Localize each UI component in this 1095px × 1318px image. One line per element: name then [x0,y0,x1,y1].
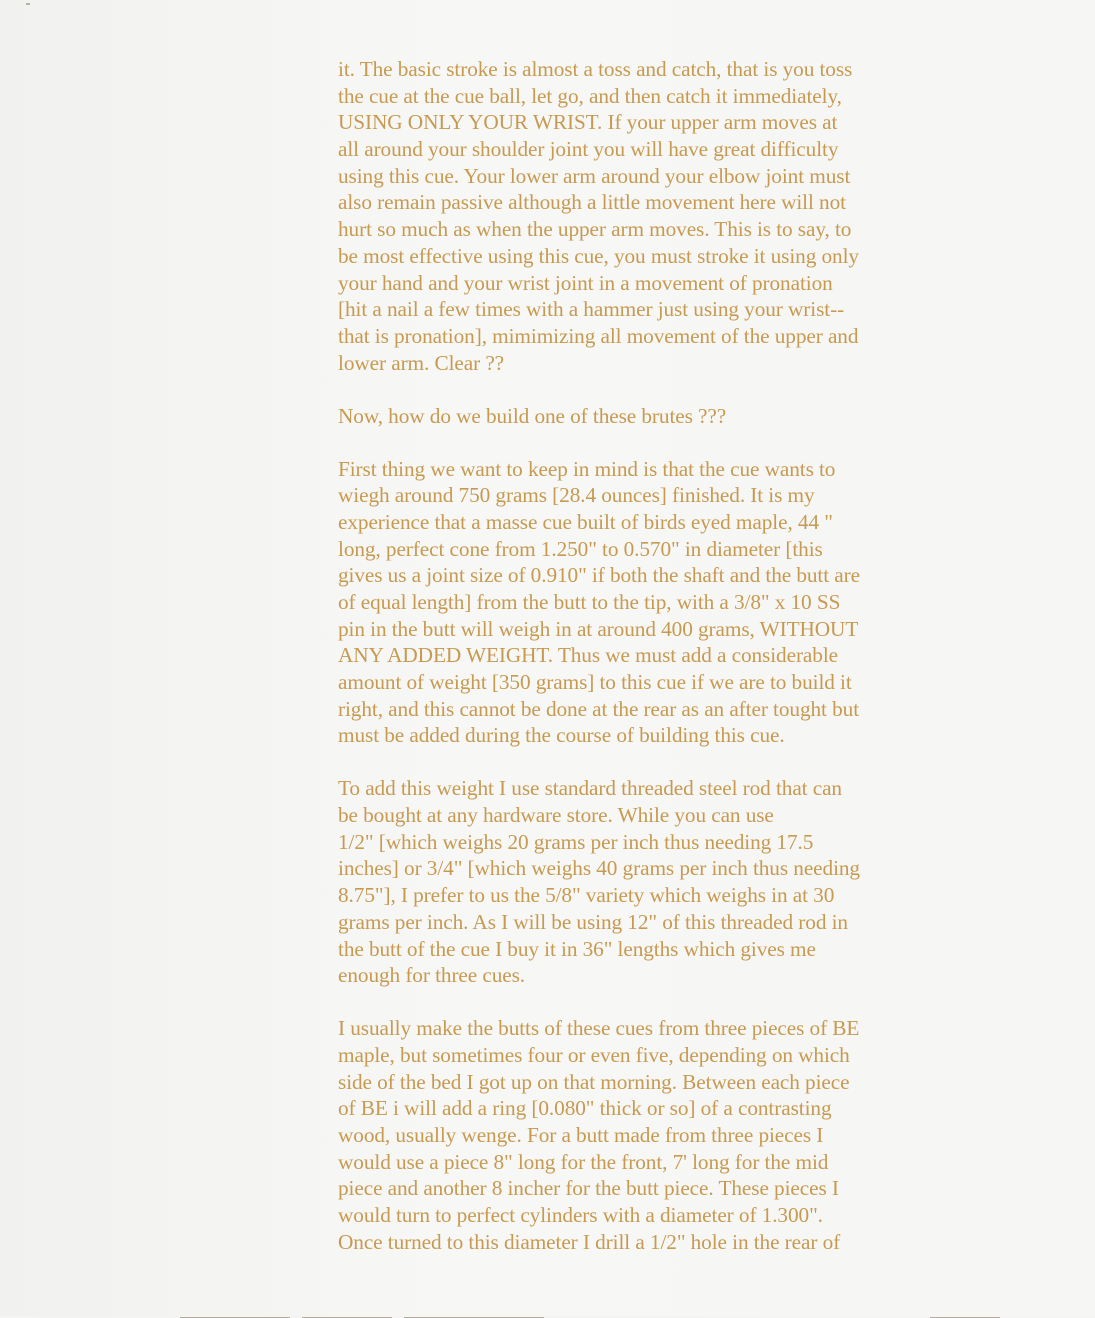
text-line: also remain passive although a little movement here will not [338,190,846,215]
document-body [338,56,942,1255]
paragraph-gap [338,989,942,1015]
text-line: First thing we want to keep in mind is that the cue wants to [338,456,836,481]
text-line: that is pronation], mimimizing all movement of the upper and [338,323,859,348]
text-line: wiegh around 750 grams [28.4 ounces] finished. It is my [338,483,815,508]
text-line: Now, how do we build one of these brutes ??? [338,403,727,428]
text-line: using this cue. Your lower arm around your elbow joint must [338,163,851,188]
text-line: wood, usually wenge. For a butt made from three pieces I [338,1122,824,1147]
text-line: right, and this cannot be done at the rear as an after tought but [338,696,860,721]
text-line: ANY ADDED WEIGHT. Thus we must add a considerable [338,643,839,668]
text-line: Once turned to this diameter I drill a 1/2" hole in the rear of [338,1229,841,1254]
paragraph-question [338,403,942,430]
paragraph-gap [338,749,942,775]
cut-off-footer-right [930,1306,1010,1318]
text-line: maple, but sometimes four or even five, depending on which [338,1042,850,1067]
text-line: gives us a joint size of 0.910" if both the shaft and the butt are [338,563,860,588]
paragraph-stroke-technique [338,56,942,376]
paragraph-gap [338,429,942,455]
text-line: USING ONLY YOUR WRIST. If your upper arm moves at [338,110,838,135]
text-line: of BE i will add a ring [0.080" thick or so] of a contrasting [338,1096,832,1121]
paragraph-gap [338,376,942,402]
cut-off-footer-left [180,1306,630,1318]
text-line: the butt of the cue I buy it in 36" lengths which gives me [338,936,816,961]
paragraph-threaded-rod [338,775,942,989]
text-line: pin in the butt will weigh in at around 400 grams, WITHOUT [338,616,859,641]
text-line: would turn to perfect cylinders with a diameter of 1.300". [338,1203,823,1227]
text-line: be bought at any hardware store. While you can use [338,803,774,828]
text-line: grams per inch. As I will be using 12" of this threaded rod in [338,909,848,934]
text-line: the cue at the cue ball, let go, and then catch it immediately, [338,83,842,108]
text-line: lower arm. Clear ?? [338,350,505,375]
text-line: hurt so much as when the upper arm moves. This is to say, to [338,217,852,242]
text-line: all around your shoulder joint you will have great difficulty [338,137,839,162]
text-line: piece and another 8 incher for the butt piece. These pieces I [338,1176,839,1201]
text-line: 1/2" [which weighs 20 grams per inch thus needing 17.5 [338,829,814,854]
text-line: 8.75"], I prefer to us the 5/8" variety which weighs in at 30 [338,883,835,908]
text-line: your hand and your wrist joint in a movement of pronation [338,270,833,295]
text-line: I usually make the butts of these cues from three pieces of BE [338,1016,860,1041]
text-line: [hit a nail a few times with a hammer just using your wrist-- [338,297,845,322]
text-line: of equal length] from the butt to the tip, with a 3/8" x 10 SS [338,589,841,614]
paragraph-butt-construction [338,1015,942,1255]
text-line: experience that a masse cue built of birds eyed maple, 44 " [338,509,833,534]
text-line: long, perfect cone from 1.250" to 0.570" in diameter [this [338,536,823,561]
text-line: it. The basic stroke is almost a toss and catch, that is you toss [338,57,853,81]
text-line: must be added during the course of building this cue. [338,723,785,748]
text-line: be most effective using this cue, you must stroke it using only [338,243,859,268]
scan-speck [26,3,30,5]
text-line: side of the bed I got up on that morning. Between each piece [338,1069,850,1094]
text-line: enough for three cues. [338,963,526,988]
text-line: amount of weight [350 grams] to this cue if we are to build it [338,670,852,695]
text-line: To add this weight I use standard threaded steel rod that can [338,776,842,801]
text-line: would use a piece 8" long for the front, 7' long for the mid [338,1149,829,1174]
paragraph-weight-requirements [338,456,942,750]
text-line: inches] or 3/4" [which weighs 40 grams per inch thus needing [338,856,860,881]
